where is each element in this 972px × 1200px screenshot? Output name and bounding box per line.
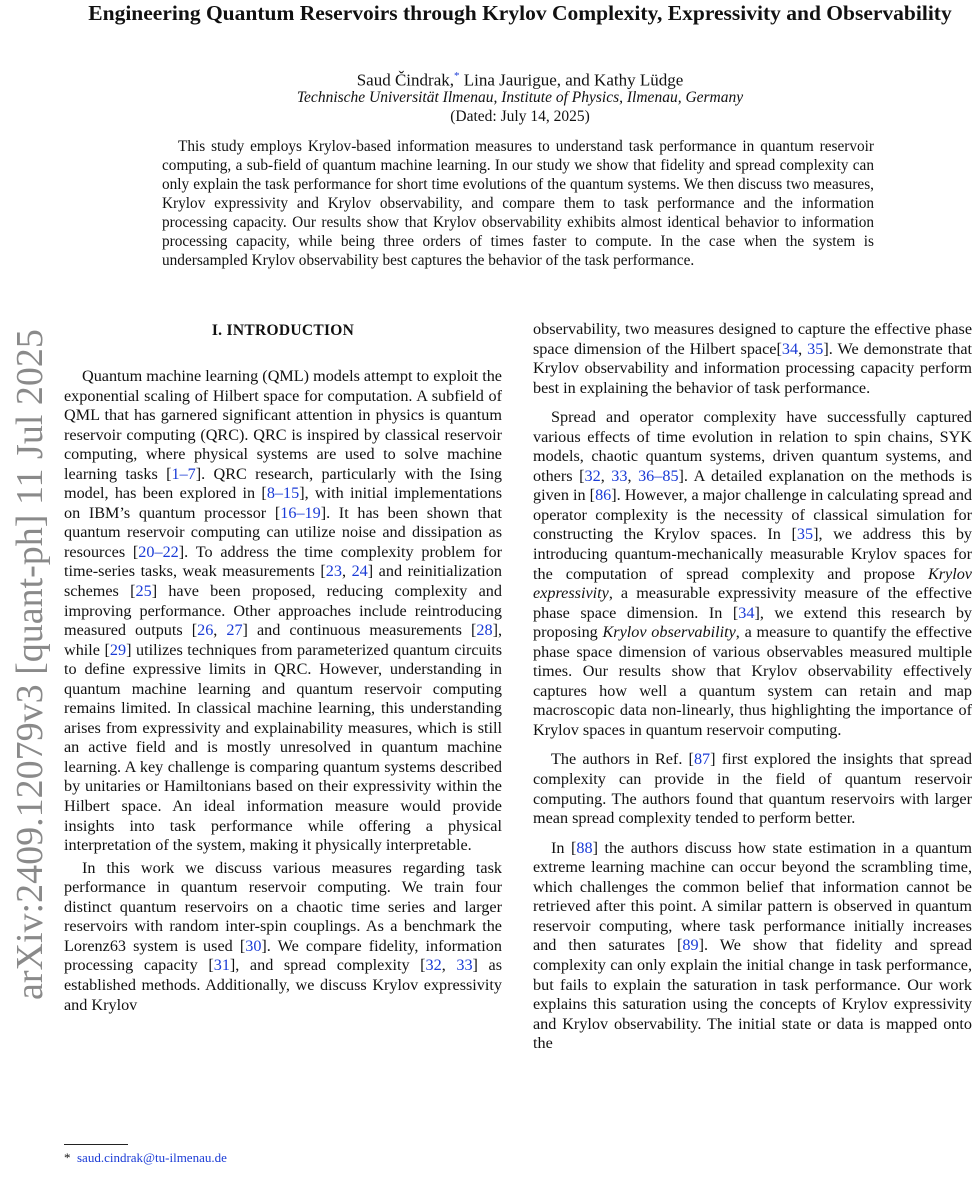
left-column (64, 320, 502, 1015)
author-email-link[interactable]: saud.cindrak@tu-ilmenau.de (77, 1150, 227, 1165)
citation-link[interactable]: 28 (476, 621, 493, 640)
citation-link[interactable]: 87 (693, 750, 711, 769)
citation-link[interactable]: 8–15 (266, 484, 300, 503)
paper-title: Engineering Quantum Reservoirs through Krylov Complexity, Expressivity and Observability (88, 1, 952, 25)
abstract: This study employs Krylov-based information measures to understand task performance in quantum reservoir computing, a sub-field of quantum machine learning. In our study we show that fidelity and spread complexity can only explain the task performance for short time evolutions of the quantum systems. We then discuss two measures, Krylov expressivity and Krylov observability, and compare them to task performance and the information processing capacity. Our results show that Krylov observability exhibits almost identical behavior to information processing capacity, while being three orders of times faster to compute. In the case when the system is undersampled Krylov observability best captures the behavior of the task performance. (162, 138, 874, 269)
citation-link[interactable]: 33 (611, 466, 628, 485)
emphasis-term: Krylov observability (602, 623, 736, 642)
author-1: Saud Čindrak, (356, 70, 454, 90)
citation-link[interactable]: 34 (781, 339, 799, 358)
citation-link[interactable]: 26 (197, 621, 214, 640)
paragraph-prior-work: The authors in Ref. [87] first explored the insights that spread complexity can provide in the field of quantum reservoir computing. The authors found that quantum reservoirs with larger mean spread complexity tended to perform better. (533, 750, 972, 828)
citation-link[interactable]: 24 (351, 562, 368, 581)
arxiv-identifier: arXiv:2409.12079v3 [quant-ph] 11 Jul 2025 (9, 329, 51, 1000)
citation-link[interactable]: 20–22 (138, 542, 179, 561)
other-authors: Lina Jaurigue, and Kathy Lüdge (459, 70, 684, 90)
citation-link[interactable]: 1–7 (171, 464, 196, 483)
footnote-mark: * (64, 1150, 71, 1165)
date-line: (Dated: July 14, 2025) (450, 108, 590, 125)
corresponding-author-mark[interactable]: * (454, 70, 460, 82)
paragraph-continued: observability, two measures designed to capture the effective phase space dimension of the Hilbert space[34, 35]. We demonstrate that Krylov observability and information processing capacity perform best in explaining the behavior of task performance. (533, 320, 972, 397)
citation-link[interactable]: 31 (213, 956, 230, 975)
paragraph-complexity: Spread and operator complexity have successfully captured various effects of time evolution in relation to spin chains, SYK models, chaotic quantum systems, driven quantum systems, and others [32, 33, 36–85]. A detailed explanation on the methods is given in [86]. However, a major challenge in calculating spread and operator complexity is the necessity of classical simulation for constructing the Krylov spaces. In [35], we address this by introducing quantum-mechanically measurable Krylov spaces for the computation of spread complexity and propose Krylov expressivity, a measurable expressivity measure of the effective phase space dimension. In [34], we extend this research by proposing Krylov observability, a measure to quantify the effective phase space dimension of various observables measured multiple times. Our results show that Krylov observability effectively captures how well a quantum system can retain and map macroscopic data non-linearly, thus highlighting the importance of Krylov spaces in quantum reservoir computing. (533, 408, 972, 739)
citation-link[interactable]: 35 (796, 525, 814, 544)
citation-link[interactable]: 32 (584, 466, 601, 485)
citation-link[interactable]: 16–19 (280, 503, 321, 522)
citation-link[interactable]: 23 (325, 562, 342, 581)
emphasis-term: Krylov expressivity (533, 564, 972, 603)
affiliation: Technische Universität Ilmenau, Institute of Physics, Ilmenau, Germany (296, 89, 744, 106)
citation-link[interactable]: 27 (226, 621, 243, 640)
paragraph-intro-1: Quantum machine learning (QML) models attempt to exploit the exponential scaling of Hilbert space for computation. A subfield of QML that has garnered significant attention in physics is quantum reservoir computing (QRC). QRC is inspired by classical reservoir computing, where physical systems are used to solve machine learning tasks [1–7]. QRC research, particularly with the Ising model, has been explored in [8–15], with initial implementations on IBM’s quantum processor [16–19]. It has been shown that quantum reservoir computing can utilize noise and dissipation as resources [20–22]. To address the time complexity problem for time-series tasks, weak measurements [23, 24] and reinitialization schemes [25] have been proposed, reducing complexity and improving performance. Other approaches include reintroducing measured outputs [26, 27] and continuous measurements [28], while [29] utilizes techniques from parameterized quantum circuits to define expressive limits in QRC. However, understanding in quantum machine learning and quantum reservoir computing remains limited. In classical machine learning, this understanding arises from expressivity and explainability measures, which is still an active field and is mostly unresolved in quantum machine learning. A key challenge is comparing quantum systems described by unitaries or Hamiltonians based on their expressivity within the Hilbert space. An ideal information measure would provide insights into task performance while offering a physical interpretation of the system, making it physically interpretable. (64, 367, 503, 855)
citation-link[interactable]: 30 (245, 936, 262, 955)
citation-link[interactable]: 89 (682, 936, 699, 955)
right-column (533, 320, 972, 1054)
citation-link[interactable]: 36–85 (638, 466, 679, 485)
citation-link[interactable]: 35 (807, 339, 824, 358)
citation-link[interactable]: 33 (456, 956, 473, 975)
citation-link[interactable]: 32 (425, 956, 442, 975)
paragraph-intro-2: In this work we discuss various measures regarding task performance in quantum reservoir computing. We train four distinct quantum reservoirs on a chaotic time series and larger reservoirs with random inter-spin couplings. As a benchmark the Lorenz63 system is used [30]. We compare fidelity, information processing capacity [31], and spread complexity [32, 33] as established methods. Additionally, we discuss Krylov expressivity and Krylov (64, 858, 503, 1014)
author-list (70, 66, 970, 91)
citation-link[interactable]: 86 (595, 486, 612, 505)
footnote (64, 1150, 227, 1166)
paragraph-state-estimation: In [88] the authors discuss how state estimation in a quantum extreme learning machine can occur beyond the scrambling time, which challenges the common belief that information cannot be retrieved after this point. A similar pattern is observed in quantum reservoir computing, where task performance initially increases and then saturates [89]. We show that fidelity and spread complexity can only explain the initial change in task performance, but fails to explain the saturation in task performance. Our work explains this saturation using the concepts of Krylov expressivity and Krylov observability. The initial state or data is mapped onto the (533, 838, 972, 1053)
footnote-rule (64, 1144, 128, 1145)
citation-link[interactable]: 29 (109, 640, 127, 659)
citation-link[interactable]: 34 (738, 603, 755, 622)
section-heading: I. INTRODUCTION (211, 322, 355, 339)
citation-link[interactable]: 25 (135, 582, 152, 601)
citation-link[interactable]: 88 (576, 838, 593, 857)
